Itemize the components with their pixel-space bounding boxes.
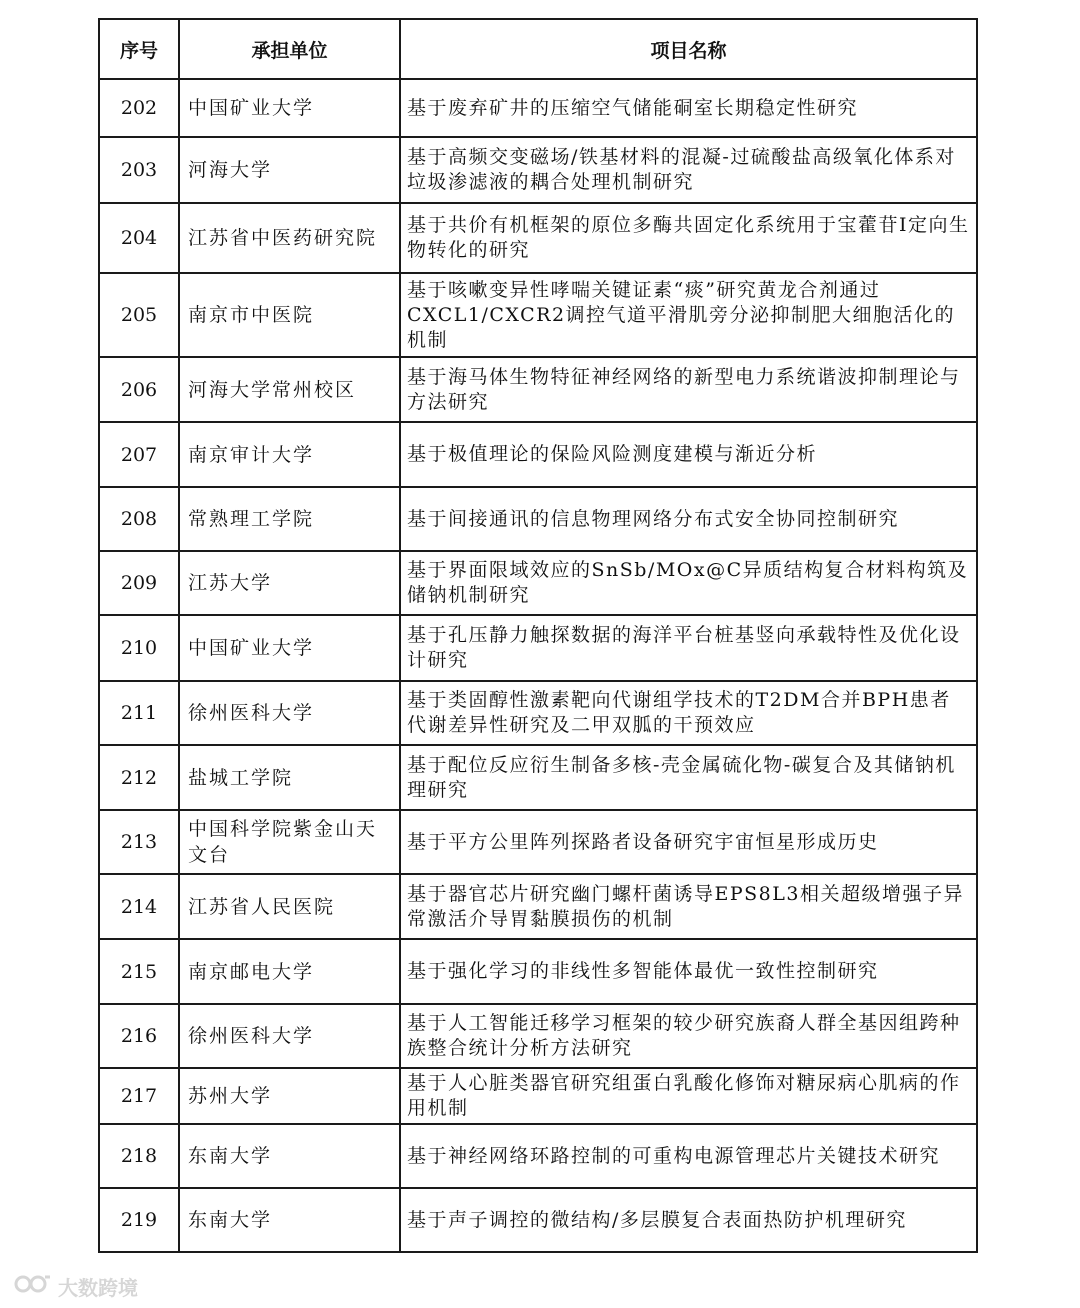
row-number: 205 [99, 273, 179, 357]
row-project-name: 基于界面限域效应的SnSb/MOx@C异质结构复合材料构筑及储钠机制研究 [400, 551, 977, 615]
row-number: 210 [99, 615, 179, 681]
row-unit: 徐州医科大学 [179, 1004, 400, 1068]
row-number: 217 [99, 1068, 179, 1124]
table-row [99, 681, 977, 745]
header-unit: 承担单位 [179, 19, 400, 79]
row-project-name: 基于人工智能迁移学习框架的较少研究族裔人群全基因组跨种族整合统计分析方法研究 [400, 1004, 977, 1068]
row-project-name: 基于声子调控的微结构/多层膜复合表面热防护机理研究 [400, 1188, 977, 1252]
table-row [99, 273, 977, 357]
row-project-name: 基于人心脏类器官研究组蛋白乳酸化修饰对糖尿病心肌病的作用机制 [400, 1068, 977, 1124]
row-unit: 江苏省人民医院 [179, 874, 400, 939]
row-project-name: 基于器官芯片研究幽门螺杆菌诱导EPS8L3相关超级增强子异常激活介导胃黏膜损伤的机制 [400, 874, 977, 939]
table-row [99, 551, 977, 615]
table-row [99, 874, 977, 939]
row-number: 211 [99, 681, 179, 745]
table-row [99, 79, 977, 137]
table-row [99, 422, 977, 487]
row-number: 212 [99, 745, 179, 810]
brand-logo-icon [14, 1272, 52, 1301]
row-number: 218 [99, 1124, 179, 1188]
row-unit: 苏州大学 [179, 1068, 400, 1124]
row-unit: 河海大学 [179, 137, 400, 203]
table-row [99, 137, 977, 203]
row-number: 219 [99, 1188, 179, 1252]
row-unit: 中国矿业大学 [179, 615, 400, 681]
row-project-name: 基于神经网络环路控制的可重构电源管理芯片关键技术研究 [400, 1124, 977, 1188]
row-project-name: 基于共价有机框架的原位多酶共固定化系统用于宝藿苷Ⅰ定向生物转化的研究 [400, 203, 977, 273]
table-row [99, 745, 977, 810]
row-unit: 南京邮电大学 [179, 939, 400, 1004]
row-project-name: 基于类固醇性激素靶向代谢组学技术的T2DM合并BPH患者代谢差异性研究及二甲双胍的干预效应 [400, 681, 977, 745]
row-unit: 徐州医科大学 [179, 681, 400, 745]
header-number: 序号 [99, 19, 179, 79]
row-project-name: 基于平方公里阵列探路者设备研究宇宙恒星形成历史 [400, 810, 977, 874]
table-body [99, 79, 977, 1252]
table-row [99, 1124, 977, 1188]
row-number: 215 [99, 939, 179, 1004]
row-unit: 常熟理工学院 [179, 487, 400, 551]
row-project-name: 基于咳嗽变异性哮喘关键证素“痰”研究黄龙合剂通过CXCL1/CXCR2调控气道平滑肌旁分泌抑制肥大细胞活化的机制 [400, 273, 977, 357]
row-unit: 河海大学常州校区 [179, 357, 400, 422]
header-project-name: 项目名称 [400, 19, 977, 79]
row-project-name: 基于高频交变磁场/铁基材料的混凝-过硫酸盐高级氧化体系对垃圾渗滤液的耦合处理机制研究 [400, 137, 977, 203]
row-number: 204 [99, 203, 179, 273]
row-number: 206 [99, 357, 179, 422]
row-project-name: 基于强化学习的非线性多智能体最优一致性控制研究 [400, 939, 977, 1004]
table-row [99, 203, 977, 273]
table-row [99, 487, 977, 551]
row-project-name: 基于废弃矿井的压缩空气储能硐室长期稳定性研究 [400, 79, 977, 137]
table-row [99, 1068, 977, 1124]
row-number: 208 [99, 487, 179, 551]
row-project-name: 基于配位反应衍生制备多核-壳金属硫化物-碳复合及其储钠机理研究 [400, 745, 977, 810]
row-project-name: 基于孔压静力触探数据的海洋平台桩基竖向承载特性及优化设计研究 [400, 615, 977, 681]
table-row [99, 1188, 977, 1252]
project-table [98, 18, 978, 1253]
row-project-name: 基于间接通讯的信息物理网络分布式安全协同控制研究 [400, 487, 977, 551]
row-unit: 南京审计大学 [179, 422, 400, 487]
table-row [99, 615, 977, 681]
row-number: 213 [99, 810, 179, 874]
row-number: 216 [99, 1004, 179, 1068]
row-unit: 南京市中医院 [179, 273, 400, 357]
row-number: 214 [99, 874, 179, 939]
table-row [99, 939, 977, 1004]
table-row [99, 357, 977, 422]
row-project-name: 基于海马体生物特征神经网络的新型电力系统谐波抑制理论与方法研究 [400, 357, 977, 422]
row-number: 203 [99, 137, 179, 203]
row-unit: 盐城工学院 [179, 745, 400, 810]
row-unit: 江苏大学 [179, 551, 400, 615]
row-unit: 东南大学 [179, 1124, 400, 1188]
row-unit: 中国矿业大学 [179, 79, 400, 137]
watermark [14, 1272, 138, 1301]
row-unit: 江苏省中医药研究院 [179, 203, 400, 273]
row-unit: 中国科学院紫金山天文台 [179, 810, 400, 874]
row-number: 209 [99, 551, 179, 615]
watermark-text: 大数跨境 [58, 1276, 138, 1300]
row-project-name: 基于极值理论的保险风险测度建模与渐近分析 [400, 422, 977, 487]
project-table-container [98, 18, 976, 1253]
row-number: 202 [99, 79, 179, 137]
table-header-row [99, 19, 977, 79]
table-row [99, 810, 977, 874]
row-number: 207 [99, 422, 179, 487]
table-row [99, 1004, 977, 1068]
row-unit: 东南大学 [179, 1188, 400, 1252]
